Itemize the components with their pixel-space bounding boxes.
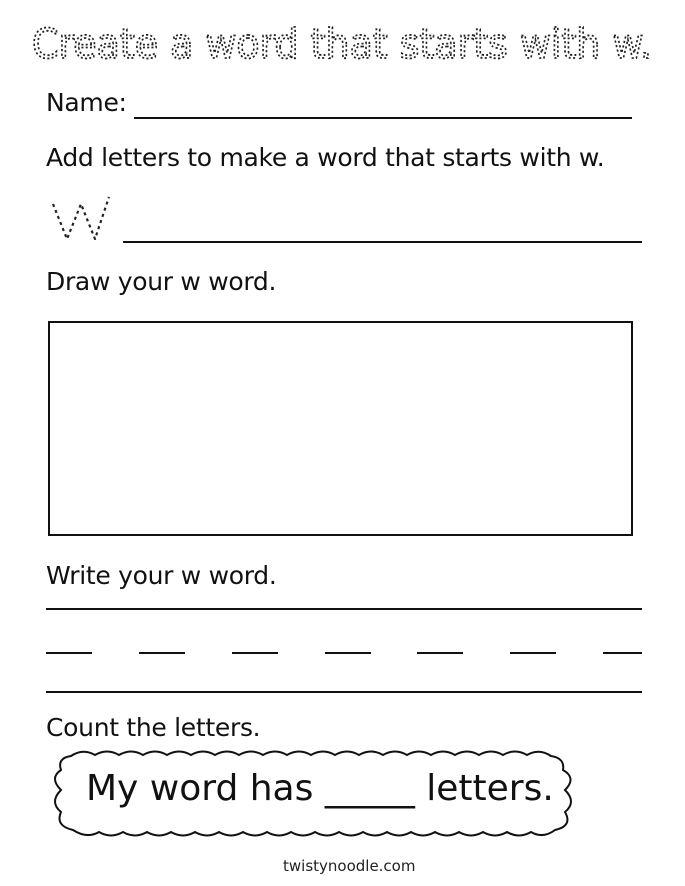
writing-line-top[interactable] xyxy=(46,608,642,610)
writing-dash xyxy=(510,652,556,654)
writing-dash xyxy=(325,652,371,654)
letter-count-sentence: My word has _____ letters. xyxy=(86,768,554,809)
worksheet-title-text: Create a word that starts with w. xyxy=(32,20,652,68)
writing-line-bottom[interactable] xyxy=(46,691,642,693)
word-answer-line[interactable] xyxy=(123,241,642,243)
instruction-write: Write your w word. xyxy=(46,561,277,590)
instruction-draw: Draw your w word. xyxy=(46,267,277,296)
footer-site: twistynoodle.com xyxy=(283,857,416,875)
writing-dash xyxy=(139,652,185,654)
instruction-add-letters: Add letters to make a word that starts with w. xyxy=(46,143,605,172)
name-line[interactable] xyxy=(134,117,632,119)
drawing-box[interactable] xyxy=(48,321,633,536)
instruction-count: Count the letters. xyxy=(46,713,261,742)
writing-dash xyxy=(232,652,278,654)
name-label: Name: xyxy=(46,88,127,117)
writing-dash xyxy=(603,652,642,654)
writing-dash xyxy=(46,652,92,654)
trace-letter-w xyxy=(48,192,118,252)
worksheet-title xyxy=(0,0,685,80)
writing-dash xyxy=(417,652,463,654)
